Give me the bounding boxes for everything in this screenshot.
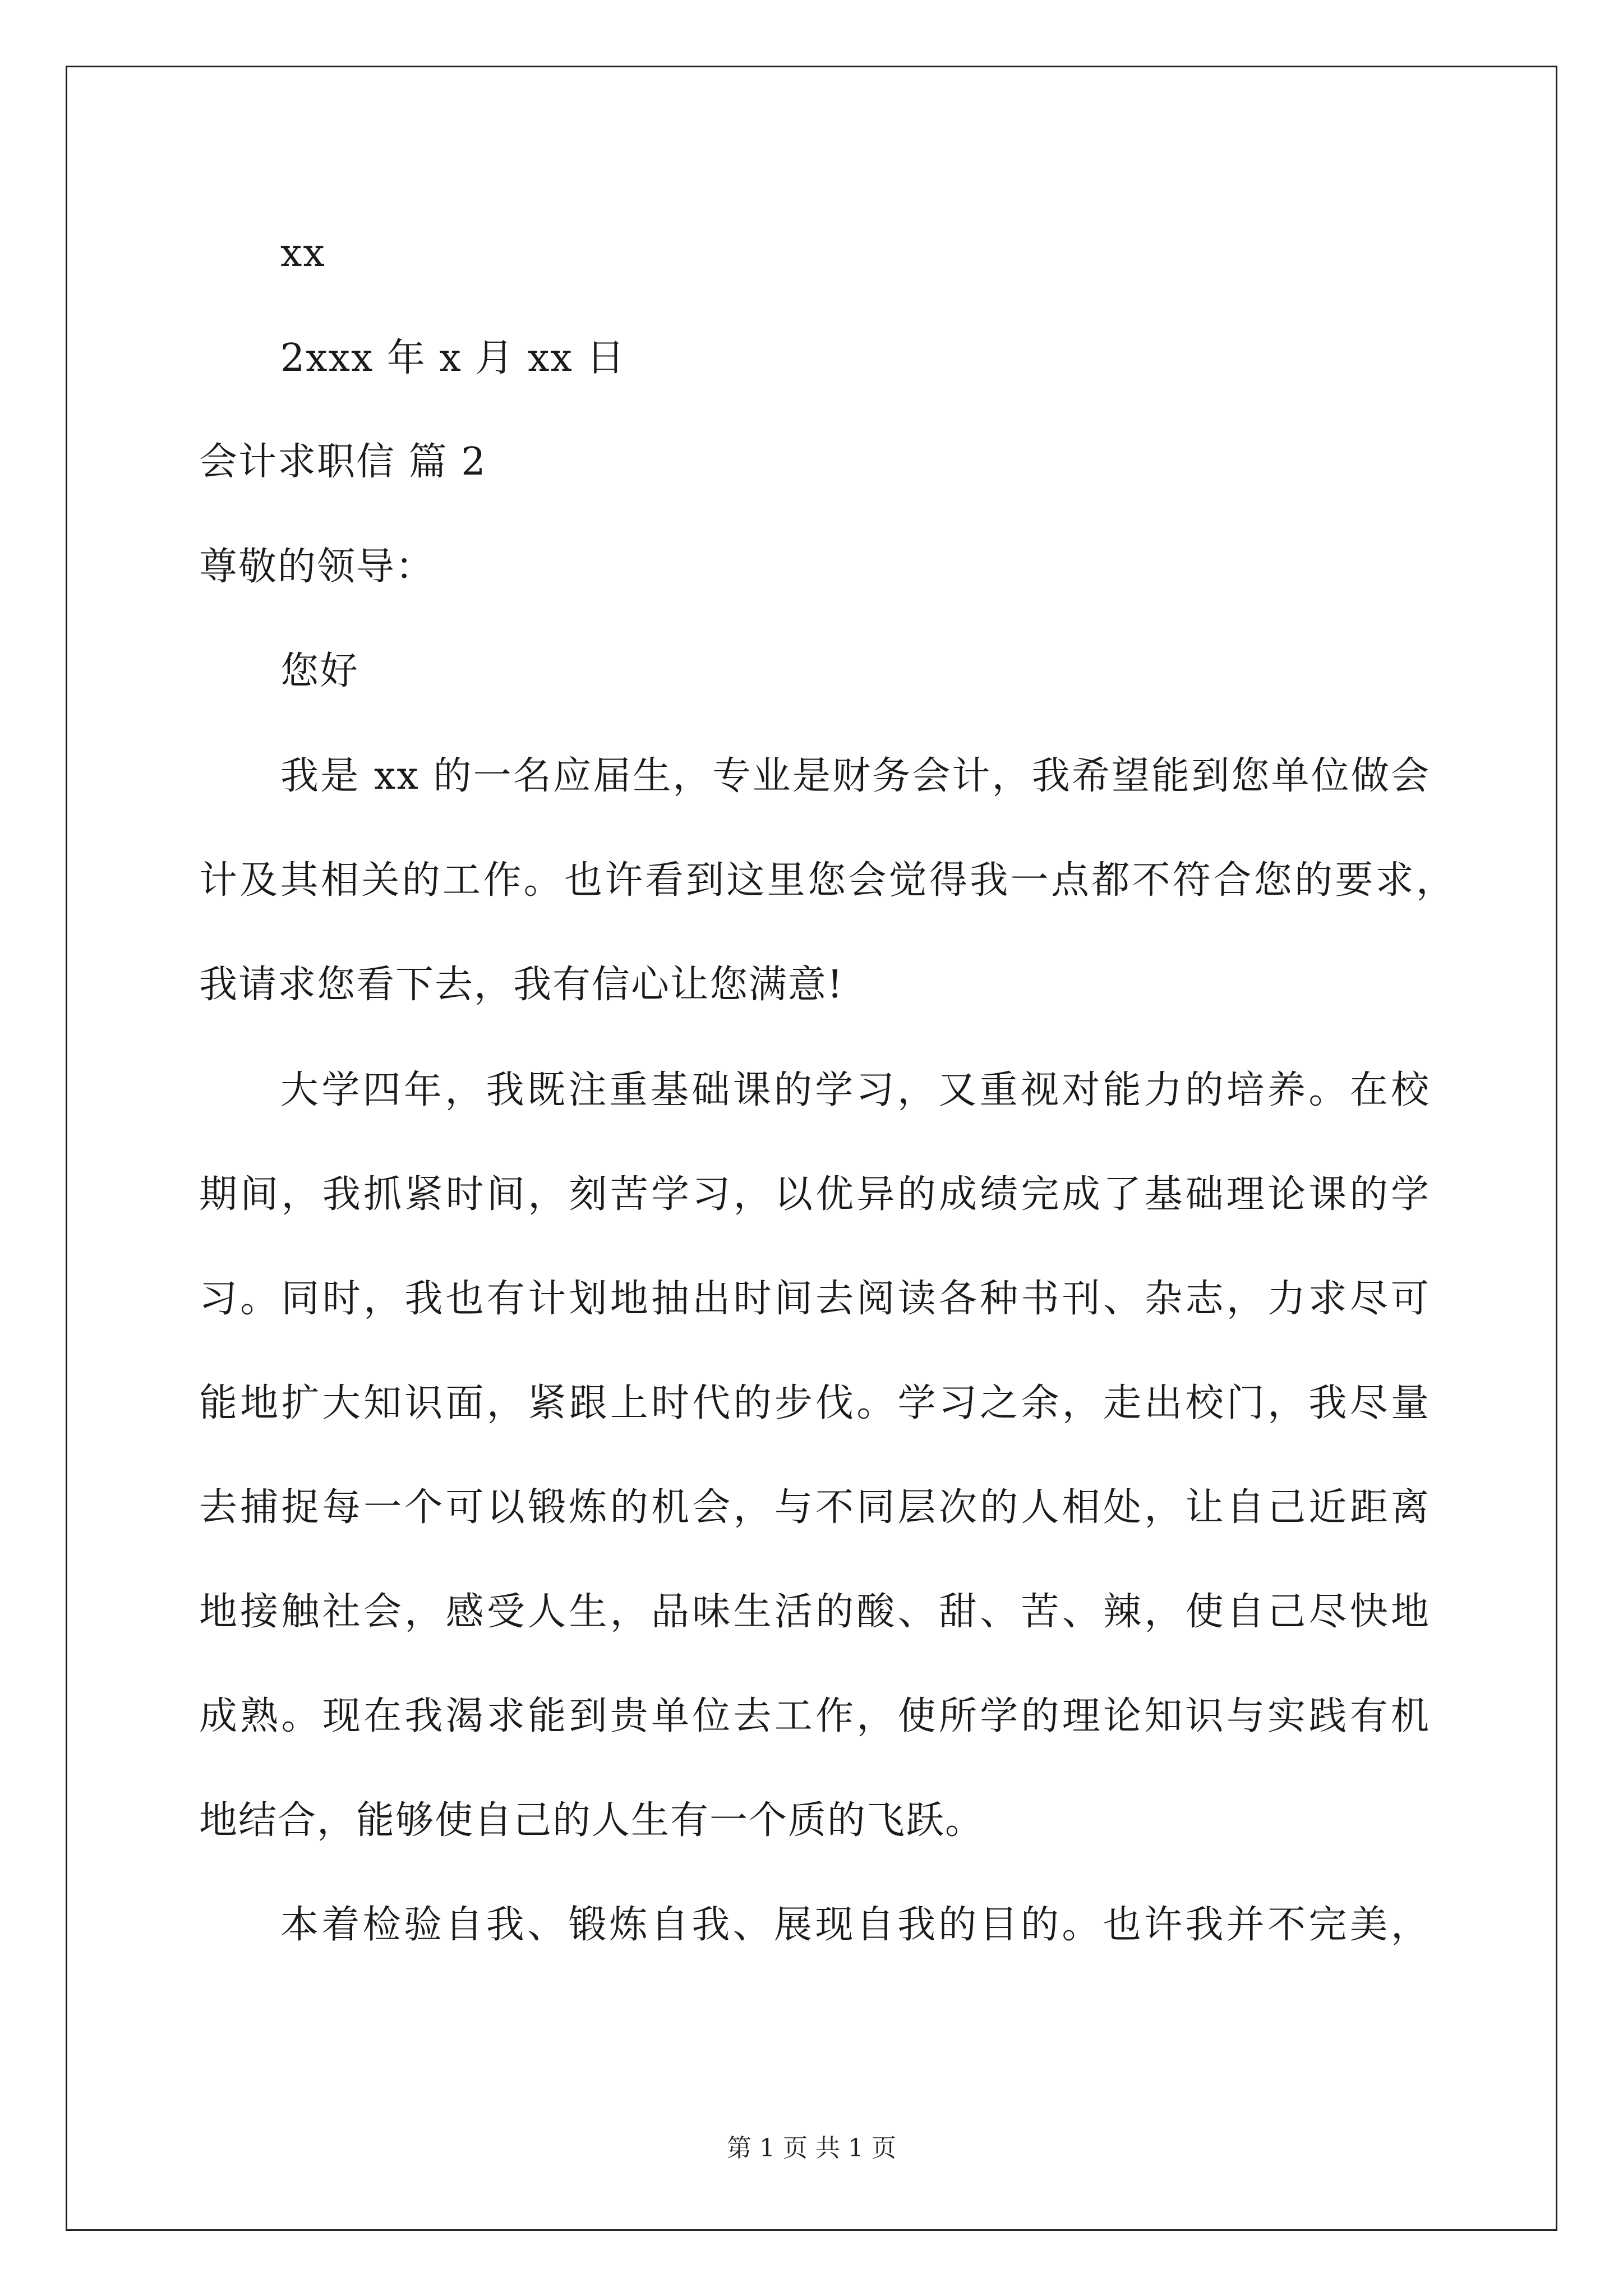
page-number-footer: 第 1 页 共 1 页: [727, 2134, 896, 2162]
paragraph-line: 能地扩大知识面，紧跟上时代的步伐。学习之余，走出校门，我尽量: [199, 1381, 1430, 1425]
signature-name: xx: [280, 231, 326, 275]
salutation: 尊敬的领导：: [199, 545, 435, 589]
paragraph-line: 我请求您看下去，我有信心让您满意!: [199, 963, 844, 1007]
paragraph-line: 我是 xx 的一名应届生，专业是财务会计，我希望能到您单位做会: [280, 754, 1430, 798]
paragraph-line: 成熟。现在我渴求能到贵单位去工作，使所学的理论知识与实践有机: [199, 1694, 1430, 1738]
paragraph-line: 地接触社会，感受人生，品味生活的酸、甜、苦、辣，使自己尽快地: [199, 1590, 1430, 1634]
paragraph-line: 本着检验自我、锻炼自我、展现自我的目的。也许我并不完美，: [280, 1903, 1430, 1947]
paragraph-line: 去捕捉每一个可以锻炼的机会，与不同层次的人相处，让自己近距离: [199, 1485, 1430, 1530]
letter-date: 2xxx 年 x 月 xx 日: [280, 336, 626, 380]
greeting: 您好: [280, 649, 359, 693]
paragraph-line: 计及其相关的工作。也许看到这里您会觉得我一点都不符合您的要求，: [199, 858, 1455, 903]
paragraph-line: 大学四年，我既注重基础课的学习，又重视对能力的培养。在校: [280, 1068, 1430, 1112]
section-title: 会计求职信 篇 2: [199, 440, 487, 484]
paragraph-line: 习。同时，我也有计划地抽出时间去阅读各种书刊、杂志，力求尽可: [199, 1277, 1430, 1321]
paragraph-line: 期间，我抓紧时间，刻苦学习，以优异的成绩完成了基础理论课的学: [199, 1172, 1430, 1217]
paragraph-line: 地结合，能够使自己的人生有一个质的飞跃。: [199, 1798, 985, 1843]
